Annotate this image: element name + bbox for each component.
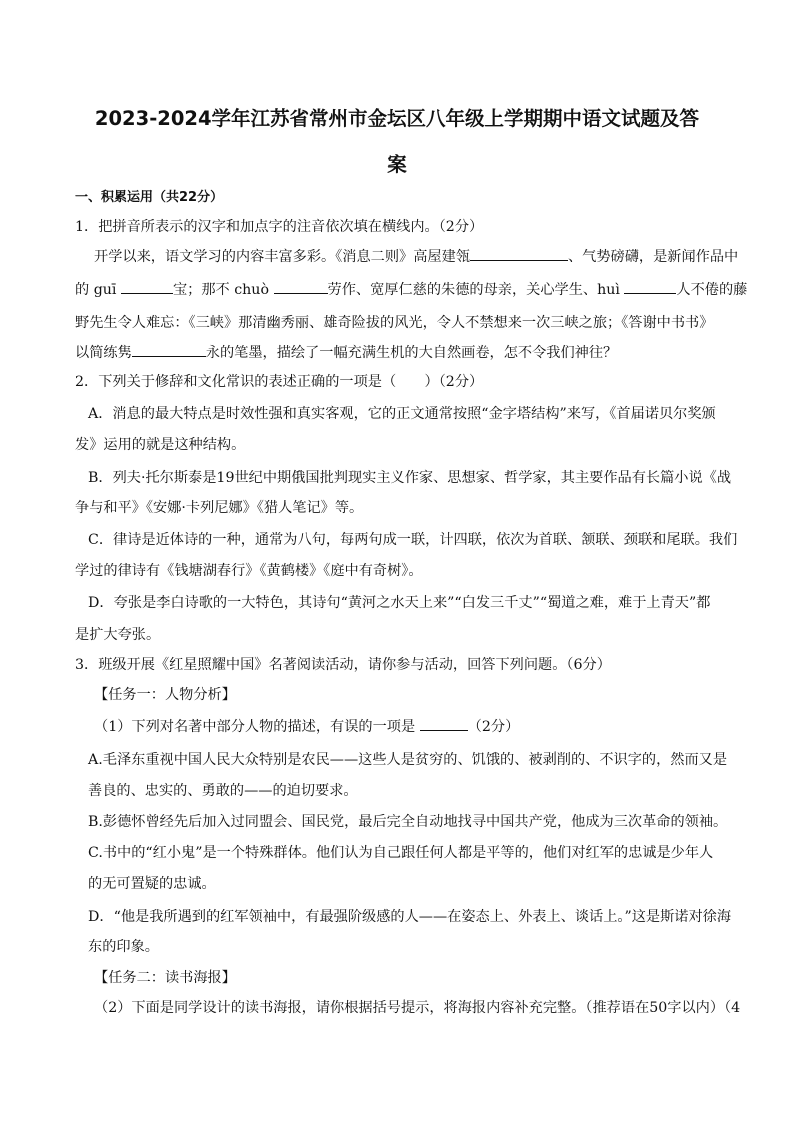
q3-sub-question-1: （1）下列对名著中部分人物的描述，有误的一项是 （2分） bbox=[94, 716, 519, 736]
q3-option-c-line-2: 的无可置疑的忠诚。 bbox=[88, 876, 216, 892]
q2-option-d-line-1: D．夸张是李白诗歌的一大特色，其诗句“黄河之水天上来”“白发三千丈”“蜀道之难，难于上青天”都 bbox=[88, 595, 711, 611]
q1-passage-line-2: 的 guī 宝；那不 chuò 劳作、宽厚仁慈的朱德的母亲，关心学生、huì 人不倦的藤 bbox=[75, 279, 747, 299]
q2-option-c-line-2: 学过的律诗有《钱塘湖春行》《黄鹤楼》《庭中有奇树》。 bbox=[75, 563, 423, 579]
q1-passage-line-3: 野先生令人难忘：《三峡》那清幽秀丽、雄奇险拔的风光，令人不禁想来一次三峡之旅；《答谢中书书》 bbox=[75, 315, 714, 331]
q3-option-a-line-1: A.毛泽东重视中国人民大众特别是农民——这些人是贫穷的、饥饿的、被剥削的、不识字的，然而又是 bbox=[88, 752, 728, 768]
answer-blank[interactable] bbox=[274, 279, 328, 294]
answer-blank[interactable] bbox=[470, 246, 568, 261]
answer-blank[interactable] bbox=[121, 279, 173, 294]
q2-option-c-line-1: C．律诗是近体诗的一种，通常为八句，每两句成一联，计四联，依次为首联、颔联、颈联和尾联。我们 bbox=[88, 532, 738, 548]
q2-stem: 2．下列关于修辞和文化常识的表述正确的一项是（ ）（2分） bbox=[75, 374, 484, 390]
answer-blank[interactable] bbox=[420, 716, 468, 731]
q3-option-a-line-2: 善良的、忠实的、勇敢的——的迫切要求。 bbox=[88, 783, 358, 799]
document-title bbox=[60, 96, 734, 188]
q1-passage-line-1: 开学以来，语文学习的内容丰富多彩。《消息二则》高屋建瓴 、气势磅礴，是新闻作品中 bbox=[94, 246, 738, 266]
title-line-1: 2023-2024学年江苏省常州市金坛区八年级上学期期中语文试题及答 bbox=[94, 107, 700, 130]
answer-blank[interactable] bbox=[132, 342, 206, 357]
q1-stem: 1．把拼音所表示的汉字和加点字的注音依次填在横线内。（2分） bbox=[75, 219, 484, 235]
q3-option-c-line-1: C.书中的“红小鬼”是一个特殊群体。他们认为自己跟任何人都是平等的，他们对红军的忠诚是少年人 bbox=[88, 845, 714, 861]
q1-passage-line-4: 以简练隽 永的笔墨，描绘了一幅充满生机的大自然画卷，怎不令我们神往？ bbox=[75, 342, 617, 362]
answer-blank[interactable] bbox=[624, 279, 676, 294]
section-heading: 一、积累运用（共22分） bbox=[75, 190, 224, 205]
q3-task-2: 【任务二：读书海报】 bbox=[94, 970, 236, 986]
q2-option-a-line-1: A．消息的最大特点是时效性强和真实客观，它的正文通常按照“金字塔结构”来写，《首届诺贝尔奖颁 bbox=[88, 406, 716, 422]
q3-stem: 3．班级开展《红星照耀中国》名著阅读活动，请你参与活动，回答下列问题。（6分） bbox=[75, 657, 611, 673]
q3-task-1: 【任务一：人物分析】 bbox=[94, 687, 236, 703]
q2-option-b-line-1: B．列夫·托尔斯泰是19世纪中期俄国批判现实主义作家、思想家、哲学家，其主要作品有长篇小说《战 bbox=[88, 470, 732, 486]
q3-option-b-line-1: B.彭德怀曾经先后加入过同盟会、国民党，最后完全自动地找寻中国共产党，他成为三次革命的领袖。 bbox=[88, 814, 728, 830]
q3-option-d-line-1: D．“他是我所遇到的红军领袖中，有最强阶级感的人——在姿态上、外表上、谈话上。”这是斯诺对徐海 bbox=[88, 909, 732, 925]
q3-sub-question-2: （2）下面是同学设计的读书海报，请你根据括号提示，将海报内容补充完整。（推荐语在50字以内）（4 bbox=[94, 1000, 741, 1016]
q3-option-d-line-2: 东的印象。 bbox=[88, 939, 159, 955]
title-line-2: 案 bbox=[387, 153, 407, 176]
q2-option-a-line-2: 发》运用的就是这种结构。 bbox=[75, 437, 246, 453]
q2-option-d-line-2: 是扩大夸张。 bbox=[75, 627, 161, 643]
q2-option-b-line-2: 争与和平》《安娜·卡列尼娜》《猎人笔记》等。 bbox=[75, 500, 364, 516]
